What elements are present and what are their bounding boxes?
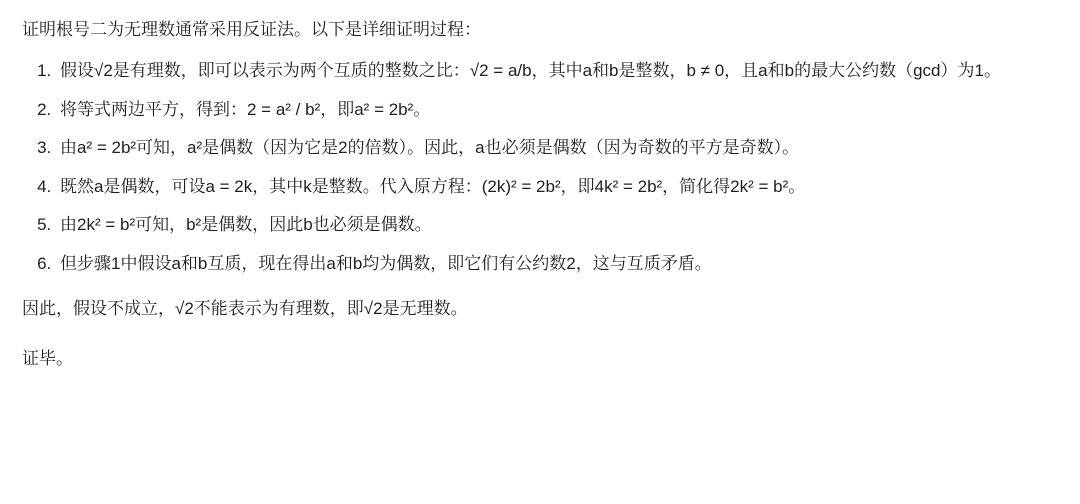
list-item: 5. 由2k² = b²可知，b²是偶数，因此b也必须是偶数。 [56, 211, 1058, 239]
list-item: 3. 由a² = 2b²可知，a²是偶数（因为它是2的倍数）。因此，a也必须是偶数（因为奇数的平方是奇数）。 [56, 134, 1058, 162]
list-item: 2. 将等式两边平方，得到：2 = a² / b²，即a² = 2b²。 [56, 96, 1058, 124]
list-item: 6. 但步骤1中假设a和b互质，现在得出a和b均为偶数，即它们有公约数2，这与互质矛盾。 [56, 250, 1058, 278]
proof-steps-list [22, 57, 1058, 277]
qed-paragraph: 证毕。 [22, 348, 73, 368]
conclusion-paragraph: 因此，假设不成立，√2不能表示为有理数，即√2是无理数。 [22, 299, 468, 319]
list-item: 1. 假设√2是有理数，即可以表示为两个互质的整数之比：√2 = a/b，其中a和b是整数，b ≠ 0，且a和b的最大公约数（gcd）为1。 [56, 57, 1058, 85]
list-item: 4. 既然a是偶数，可设a = 2k，其中k是整数。代入原方程：(2k)² = 2b²，即4k² = 2b²，简化得2k² = b²。 [56, 173, 1058, 201]
intro-paragraph: 证明根号二为无理数通常采用反证法。以下是详细证明过程： [22, 20, 481, 39]
